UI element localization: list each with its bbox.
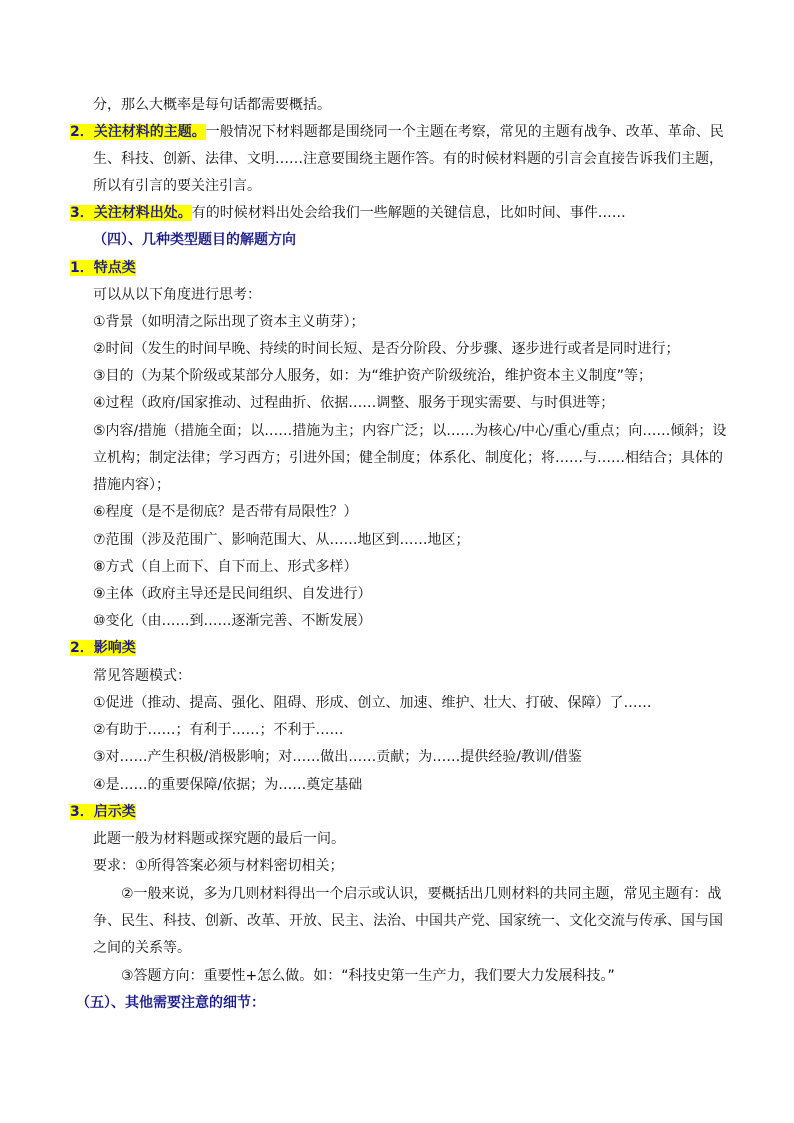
list-item-cont: 之间的关系等。	[93, 940, 191, 956]
text-line: 生、科技、创新、法律、文明……注意要围绕主题作答。有的时候材料题的引言会直接告诉我们主题，	[93, 151, 723, 167]
type-1-title: 特点类	[93, 260, 136, 276]
type-1-number: 1．	[70, 260, 94, 276]
text-line: 所以有引言的要关注引言。	[93, 178, 261, 194]
type-2-heading	[70, 638, 136, 658]
type-3-heading	[70, 802, 136, 822]
list-item-cont: 措施内容）；	[93, 477, 170, 493]
list-item: ①促进（推动、提高、强化、阻碍、形成、创立、加速、维护、壮大、打破、保障）了……	[93, 695, 652, 711]
list-item: ②一般来说，多为几则材料得出一个启示或认识，要概括出几则材料的共同主题，常见主题有：战	[121, 886, 722, 902]
text-line: 此题一般为材料题或探究题的最后一问。	[93, 831, 345, 847]
type-3-number: 3．	[70, 804, 94, 820]
list-item: ③目的（为某个阶级或某部分人服务，如：为“维护资产阶级统治，维护资本主义制度”等；	[93, 368, 653, 384]
list-item: ⑤内容/措施（措施全面；以……措施为主；内容广泛；以……为核心/中心/重心/重点；向……倾斜；设	[93, 423, 727, 439]
list-item: ⑥程度（是不是彻底？是否带有局限性？）	[93, 504, 358, 520]
list-item: ⑧方式（自上而下、自下而上、形式多样）	[93, 559, 358, 575]
text-line: 常见答题模式：	[93, 668, 191, 684]
list-item: ①背景（如明清之际出现了资本主义萌芽）；	[93, 314, 365, 330]
text-line: 要求：①所得答案必须与材料密切相关；	[93, 858, 344, 874]
list-item-cont: 争、民生、科技、创新、改革、开放、民主、法治、中国共产党、国家统一、文化交流与传承、国与国	[93, 913, 723, 929]
type-1-heading	[70, 258, 136, 278]
list-item: ④是……的重要保障/依据；为……奠定基础	[93, 777, 363, 793]
list-item-cont: 立机构；制定法律；学习西方；引进外国；健全制度；体系化、制度化；将……与……相结合；具体的	[93, 450, 723, 466]
list-item: ②时间（发生的时间早晚、持续的时间长短、是否分阶段、分步骤、逐步进行或者是同时进行；	[93, 341, 680, 357]
list-item: ②有助于……；有利于……；不利于……	[93, 722, 344, 738]
type-3-title: 启示类	[93, 804, 136, 820]
type-2-number: 2．	[70, 640, 94, 656]
tip-3-text: 有的时候材料出处会给我们一些解题的关键信息，比如时间、事件……	[191, 205, 626, 221]
text-line: 分，那么大概率是每句话都需要概括。	[93, 97, 331, 113]
list-item: ⑦范围（涉及范围广、影响范围大、从……地区到……地区；	[93, 532, 470, 548]
section-5-heading: （五）、其他需要注意的细节：	[76, 995, 265, 1011]
tip-2-text: 一般情况下材料题都是围绕同一个主题在考察，常见的主题有战争、改革、革命、民	[205, 124, 724, 140]
tip-3-number: 3．	[70, 205, 94, 221]
tip-2-number: 2．	[70, 124, 94, 140]
tip-2	[70, 122, 724, 142]
tip-3	[70, 203, 626, 223]
tip-3-heading: 关注材料出处。	[93, 205, 192, 221]
text-line: 可以从以下角度进行思考：	[93, 287, 261, 303]
list-item: ③答题方向：重要性+怎么做。如：“科技史第一生产力，我们要大力发展科技。”	[121, 968, 615, 984]
list-item: ③对……产生积极/消极影响；对……做出……贡献；为……提供经验/教训/借鉴	[93, 749, 582, 765]
list-item: ⑨主体（政府主导还是民间组织、自发进行）	[93, 586, 372, 602]
tip-2-heading: 关注材料的主题。	[93, 124, 206, 140]
section-4-heading: （四）、几种类型题目的解题方向	[93, 232, 296, 248]
type-2-title: 影响类	[93, 640, 136, 656]
list-item: ④过程（政府/国家推动、过程曲折、依据……调整、服务于现实需要、与时俱进等；	[93, 395, 615, 411]
list-item: ⑩变化（由……到……逐渐完善、不断发展）	[93, 613, 372, 629]
